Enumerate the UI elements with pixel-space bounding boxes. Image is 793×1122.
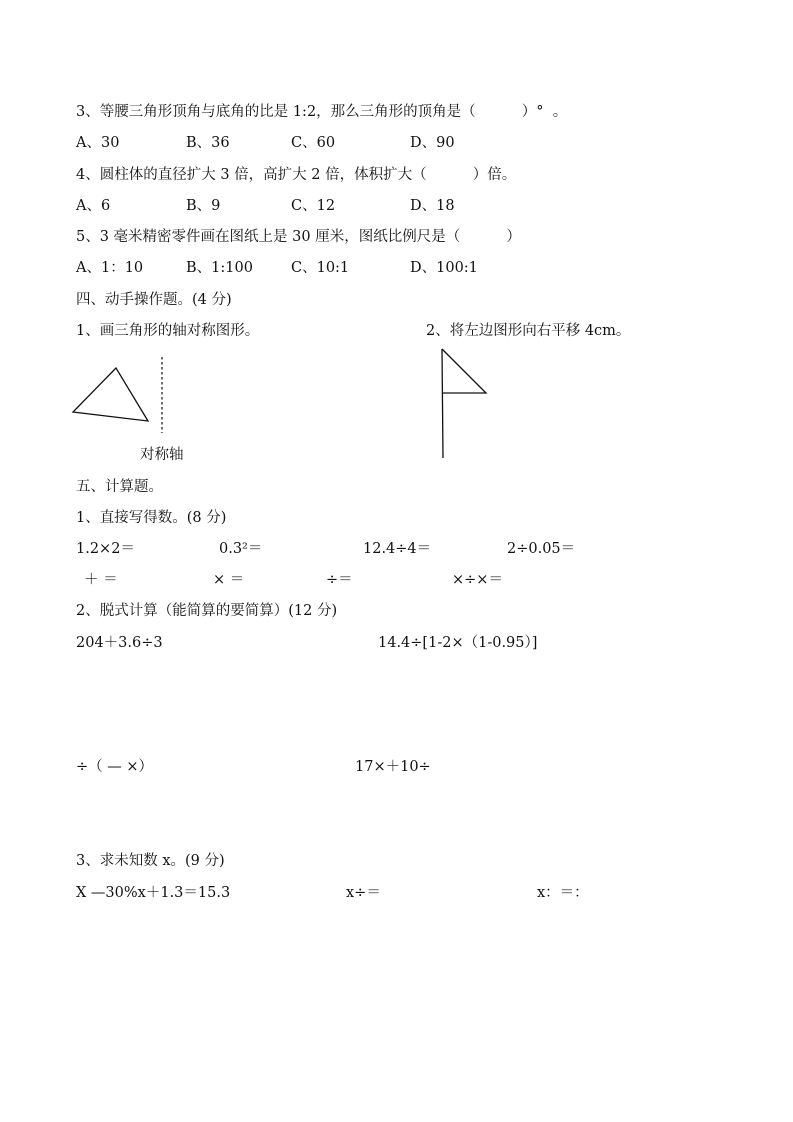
flag-triangle xyxy=(442,349,486,393)
question-3-text: 3、等腰三角形顶角与底角的比是 1:2，那么三角形的顶角是（ ）° 。 xyxy=(76,104,568,120)
question-5-option-d: D、100:1 xyxy=(410,260,478,276)
question-3-option-b: B、36 xyxy=(186,135,230,151)
oral-calc-7: ÷＝ xyxy=(326,572,353,588)
question-4-option-c: C、12 xyxy=(291,198,336,214)
oral-calc-2: 0.3²＝ xyxy=(219,541,263,557)
section-5-heading: 五、计算题。 xyxy=(76,479,163,495)
step-calc-4: 17×＋10÷ xyxy=(355,759,431,775)
question-5-option-b: B、1:100 xyxy=(186,260,253,276)
equation-1: X —30%x＋1.3＝15.3 xyxy=(76,885,231,901)
oral-calc-4: 2÷0.05＝ xyxy=(507,541,576,557)
part-1-title: 1、直接写得数。(8 分) xyxy=(76,510,227,526)
question-4-option-d: D、18 xyxy=(410,198,455,214)
equation-3: x：＝： xyxy=(537,885,589,901)
task-1-label: 1、画三角形的轴对称图形。 xyxy=(76,323,260,339)
question-5-option-c: C、10:1 xyxy=(291,260,350,276)
step-calc-2: 14.4÷[1-2×（1-0.95）] xyxy=(378,635,538,651)
oral-calc-3: 12.4÷4＝ xyxy=(363,541,432,557)
question-3-option-d: D、90 xyxy=(410,135,455,151)
equation-2: x÷＝ xyxy=(346,885,381,901)
part-2-title: 2、脱式计算（能简算的要简算）(12 分) xyxy=(76,603,338,619)
question-5-option-a: A、1：10 xyxy=(76,260,144,276)
step-calc-3: ÷（ — ×） xyxy=(76,759,154,775)
symmetry-axis-label: 对称轴 xyxy=(140,447,184,463)
task-2-label: 2、将左边图形向右平移 4cm。 xyxy=(426,323,631,339)
question-3-option-c: C、60 xyxy=(291,135,336,151)
flag-pole xyxy=(442,349,443,458)
flag-figure xyxy=(430,342,500,462)
question-4-option-b: B、9 xyxy=(186,198,221,214)
question-5-text: 5、3 毫米精密零件画在图纸上是 30 厘米，图纸比例尺是（ ） xyxy=(76,229,521,245)
part-3-title: 3、求未知数 x。(9 分) xyxy=(76,853,225,869)
triangle-figure xyxy=(60,355,180,435)
step-calc-1: 204＋3.6÷3 xyxy=(76,635,163,651)
oral-calc-5: ＋ ＝ xyxy=(84,572,118,588)
oral-calc-8: ×÷×＝ xyxy=(452,572,503,588)
oral-calc-6: × ＝ xyxy=(213,572,245,588)
triangle-shape xyxy=(73,368,148,421)
question-4-option-a: A、6 xyxy=(76,198,111,214)
section-4-heading: 四、动手操作题。(4 分) xyxy=(76,292,232,308)
question-3-option-a: A、30 xyxy=(76,135,120,151)
oral-calc-1: 1.2×2＝ xyxy=(76,541,135,557)
question-4-text: 4、圆柱体的直径扩大 3 倍，高扩大 2 倍，体积扩大（ ）倍。 xyxy=(76,167,517,183)
